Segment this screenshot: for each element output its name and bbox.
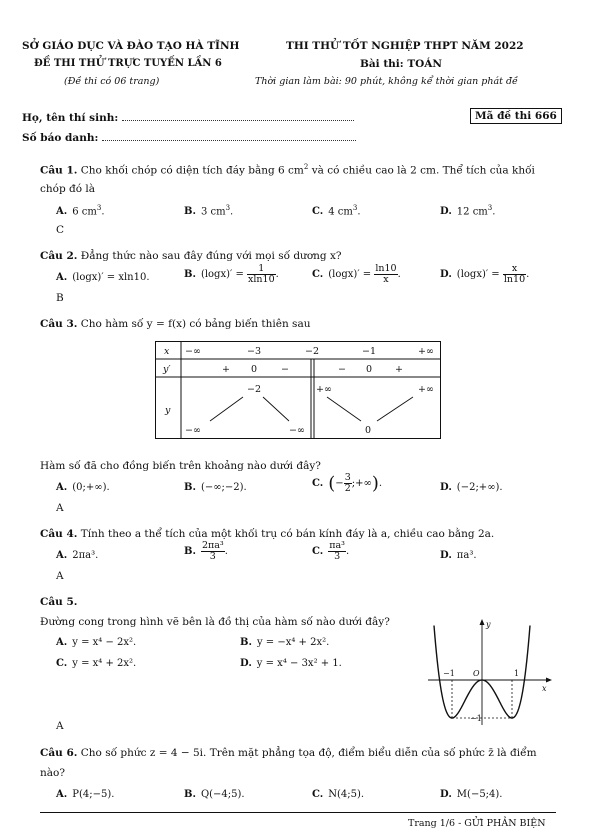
graph-origin: O <box>473 669 480 678</box>
q5-option-d[interactable]: D. y = x⁴ − 3x² + 1. <box>240 658 342 669</box>
q1-sup: 2 <box>303 163 309 171</box>
q2-option-a[interactable]: A. (logx)′ = xln10. <box>56 272 150 283</box>
student-name-label: Họ, tên thí sinh: <box>22 112 119 124</box>
q3-text: Câu 3. Cho hàm số y = f(x) có bảng biến thiên sau <box>40 318 311 330</box>
vt-y-top-2: +∞ <box>418 384 434 395</box>
q6-text: Câu 6. Cho số phức z = 4 − 5i. Trên mặt phẳng tọa độ, điểm biểu diễn của số phức z̄ là điểm <box>40 747 537 759</box>
q4-option-a[interactable]: A. 2πa³. <box>56 550 99 561</box>
vt-y-bot-1: −∞ <box>289 425 305 436</box>
vt-yp-0: + <box>222 364 230 375</box>
vt-yp-2: − <box>281 364 289 375</box>
page-count-note: (Đề thi có 06 trang) <box>64 76 160 87</box>
vt-yp-1: 0 <box>251 364 258 375</box>
q4-answer: A <box>56 570 64 582</box>
q6-option-a[interactable]: A. P(4;−5). <box>56 789 115 800</box>
vt-y-top-1: +∞ <box>316 384 332 395</box>
q1-option-c[interactable]: C. 4 $cm^3$. <box>312 204 361 218</box>
exam-code-box: Mã đề thi 666 <box>470 108 562 124</box>
time-limit: Thời gian làm bài: 90 phút, không kể thời gian phát đề <box>255 76 518 87</box>
q2-answer: B <box>56 292 64 304</box>
vt-yp-5: + <box>395 364 403 375</box>
student-name-row <box>22 112 354 124</box>
vt-x-4: +∞ <box>418 346 434 357</box>
graph-y-label: y <box>486 620 491 629</box>
q1-answer: C <box>56 224 65 236</box>
exam-title: ĐỀ THI THỬ TRỰC TUYẾN LẦN 6 <box>34 58 222 69</box>
student-id-row <box>22 132 356 144</box>
x-axis-arrow <box>546 678 552 683</box>
q4-option-c[interactable]: C. $\frac{\text{πa³}}{3}$ . <box>312 540 350 562</box>
q5-option-c[interactable]: C. y = x⁴ + 2x². <box>56 658 137 669</box>
variation-table <box>155 341 441 439</box>
q2-option-c[interactable]: C. (logx)′ = $\frac{\ln 10}{x}$ . <box>312 263 401 285</box>
q5-option-b[interactable]: B. y = −x⁴ + 2x². <box>240 637 330 648</box>
q1-option-a[interactable]: A. 6 $cm^3$. <box>56 204 105 218</box>
q1-text-line2: chóp đó là <box>40 183 96 195</box>
graph-tick-ymin: −1 <box>470 714 482 723</box>
q2-text: Câu 2. Đẳng thức nào sau đây đúng với mọi số dương x? <box>40 250 342 262</box>
vt-y-bot-2: 0 <box>365 425 372 436</box>
student-id-field[interactable] <box>102 140 356 141</box>
vt-arrow-up-2 <box>377 397 413 421</box>
q6-option-d[interactable]: D. M(−5;4). <box>440 789 503 800</box>
function-graph <box>424 615 554 727</box>
q5-label: Câu 5. <box>40 596 78 608</box>
q6-option-c[interactable]: C. N(4;5). <box>312 789 365 800</box>
q3-option-a[interactable]: A. (0;+∞). <box>56 482 110 493</box>
q5-option-a[interactable]: A. y = x⁴ − 2x². <box>56 637 137 648</box>
footer-rule <box>40 812 556 813</box>
vt-yp-4: 0 <box>366 364 373 375</box>
q5-text: Đường cong trong hình vẽ bên là đồ thị của hàm số nào dưới đây? <box>40 616 390 628</box>
school-name: SỞ GIÁO DỤC VÀ ĐÀO TẠO HÀ TĨNH <box>22 40 240 52</box>
q3-answer: A <box>56 502 64 514</box>
q1-option-b[interactable]: B. 3 $cm^3$. <box>184 204 234 218</box>
graph-x-label: x <box>542 684 547 693</box>
q1-label: Câu 1. <box>40 164 78 177</box>
y-axis-arrow <box>480 619 485 625</box>
q1-option-d[interactable]: D. 12 $cm^3$. <box>440 204 496 218</box>
q1-text-a: Cho khối chóp có diện tích đáy bằng 6 cm <box>77 164 304 177</box>
vt-x-0: −∞ <box>185 346 201 357</box>
vt-arrow-up-1 <box>210 397 243 421</box>
q3-option-b[interactable]: B. (−∞;−2). <box>184 482 247 493</box>
q2-option-d[interactable]: D. (logx)′ = $\frac{x}{\ln 10}$ . <box>440 263 530 285</box>
vt-y-label: y <box>165 405 171 416</box>
vt-x-label: x <box>164 346 170 357</box>
q4-option-d[interactable]: D. πa³. <box>440 550 477 561</box>
q6-text-line2: nào? <box>40 767 65 779</box>
q4-option-b[interactable]: B. $\frac{\text{2πa³}}{3}$ . <box>184 540 228 562</box>
vt-x-1: −3 <box>247 346 262 357</box>
q2-option-b[interactable]: B. (logx)′ = $\frac{1}{xln10}$ . <box>184 263 279 285</box>
subject: Bài thi: TOÁN <box>360 58 443 70</box>
student-name-field[interactable] <box>122 120 354 121</box>
vt-arrow-down-2 <box>327 397 361 421</box>
q4-text: Câu 4. Tính theo a thể tích của một khối trụ có bán kính đáy là a, chiều cao bằng 2a. <box>40 528 495 540</box>
vt-y-bot-0: −∞ <box>185 425 201 436</box>
vt-x-3: −1 <box>362 346 377 357</box>
vt-y-top-0: −2 <box>247 384 262 395</box>
vt-yp-label: y′ <box>163 364 171 375</box>
page-footer: Trang 1/6 - GỬI PHẢN BIỆN <box>408 818 546 829</box>
exam-name: THI THỬ TỐT NGHIỆP THPT NĂM 2022 <box>286 40 524 52</box>
q3-question: Hàm số đã cho đồng biến trên khoảng nào dưới đây? <box>40 460 321 472</box>
student-id-label: Số báo danh: <box>22 132 99 144</box>
vt-arrow-down-1 <box>263 397 289 421</box>
vt-yp-3: − <box>338 364 346 375</box>
q5-answer: A <box>56 720 64 732</box>
q3-option-d[interactable]: D. (−2;+∞). <box>440 482 503 493</box>
q1-text-b: và có chiều cao là 2 cm. Thể tích của khối <box>308 164 535 177</box>
q1-text <box>40 163 535 177</box>
q3-option-c[interactable]: C. (− $\frac{3}{2}$ ;+∞). <box>312 472 383 494</box>
q6-option-b[interactable]: B. Q(−4;5). <box>184 789 245 800</box>
vt-x-2: −2 <box>305 346 320 357</box>
graph-tick-pos1: 1 <box>514 669 520 678</box>
graph-tick-neg1: −1 <box>443 669 455 678</box>
